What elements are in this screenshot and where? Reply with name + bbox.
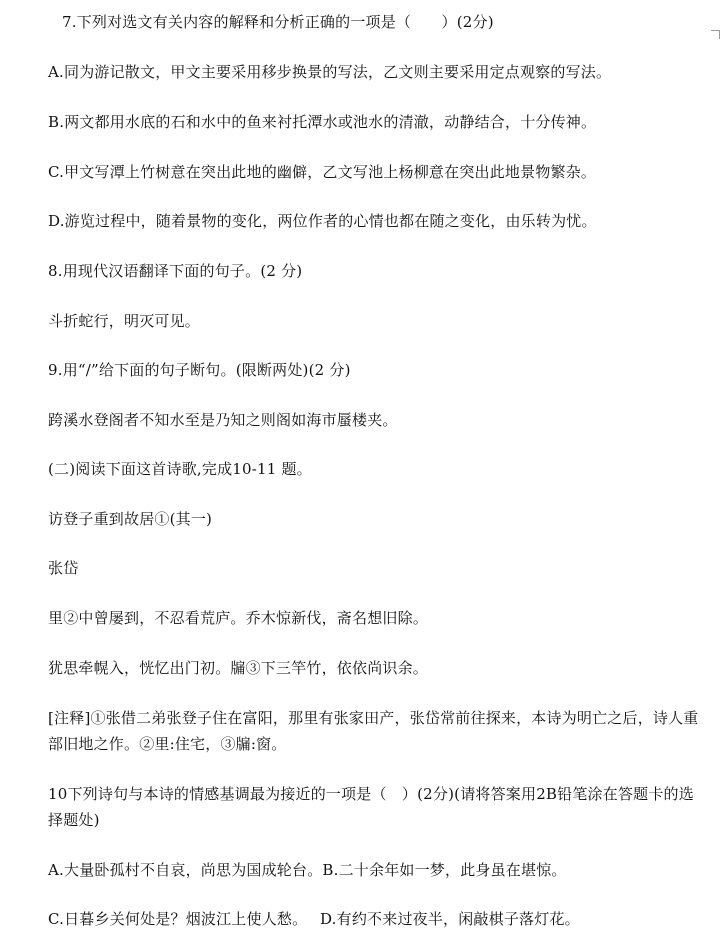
poem-line-2: 犹思牵幌入，恍忆出门初。牖③下三竿竹，依依尚识余。 [48,659,429,677]
q7-option-d: D.游览过程中，随着景物的变化，两位作者的心情也都在随之变化，由乐转为忧。 [48,212,597,230]
poem-title: 访登子重到故居①(其一) [48,510,213,528]
q10-stem: 10下列诗句与本诗的情感基调最为接近的一项是（ ）(2分)(请将答案用2B铅笔涂在答题卡的选择题处) [48,785,694,829]
q9-stem: 9.用“/”给下面的句子断句。(限断两处)(2 分) [48,361,351,379]
q8-stem: 8.用现代汉语翻译下面的句子。(2 分) [48,262,303,280]
q9-sentence: 跨溪水登阁者不知水至是乃知之则阁如海市蜃楼夹。 [48,411,398,429]
poem-author: 张岱 [48,559,79,577]
poem-annotation: [注释]①张借二弟张登子住在富阳，那里有张家田产，张岱常前往探来，本诗为明亡之后，诗人重部旧地之作。②里:住宅，③牖:窗。 [48,709,699,753]
q10-options-cd: C.日暮乡关何处是？烟波江上使人愁。 D.有约不来过夜半，闲敲棋子落灯花。 [48,910,580,928]
section2-heading: (二)阅读下面这首诗歌,完成10-11 题。 [48,460,312,478]
q8-sentence: 斗折蛇行，明灭可见。 [48,312,201,330]
q7-option-c: C.甲文写潭上竹树意在突出此地的幽僻，乙文写池上杨柳意在突出此地景物繁杂。 [48,163,597,181]
q7-option-a: A.同为游记散文，甲文主要采用移步换景的写法，乙文则主要采用定点观察的写法。 [48,63,612,81]
poem-line-1: 里②中曾屡到，不忍看荒庐。乔木惊新伐，斋名想旧除。 [48,609,429,627]
q7-option-b: B.两文都用水底的石和水中的鱼来衬托潭水或池水的清澈，动静结合，十分传神。 [48,113,597,131]
page-edge-mark [711,30,720,39]
q10-options-ab: A.大量卧孤村不自哀，尚思为国成轮台。B.二十余年如一梦，此身虽在堪惊。 [48,861,567,879]
q7-stem: 7.下列对选文有关内容的解释和分析正确的一项是（ ）(2分) [62,13,494,31]
